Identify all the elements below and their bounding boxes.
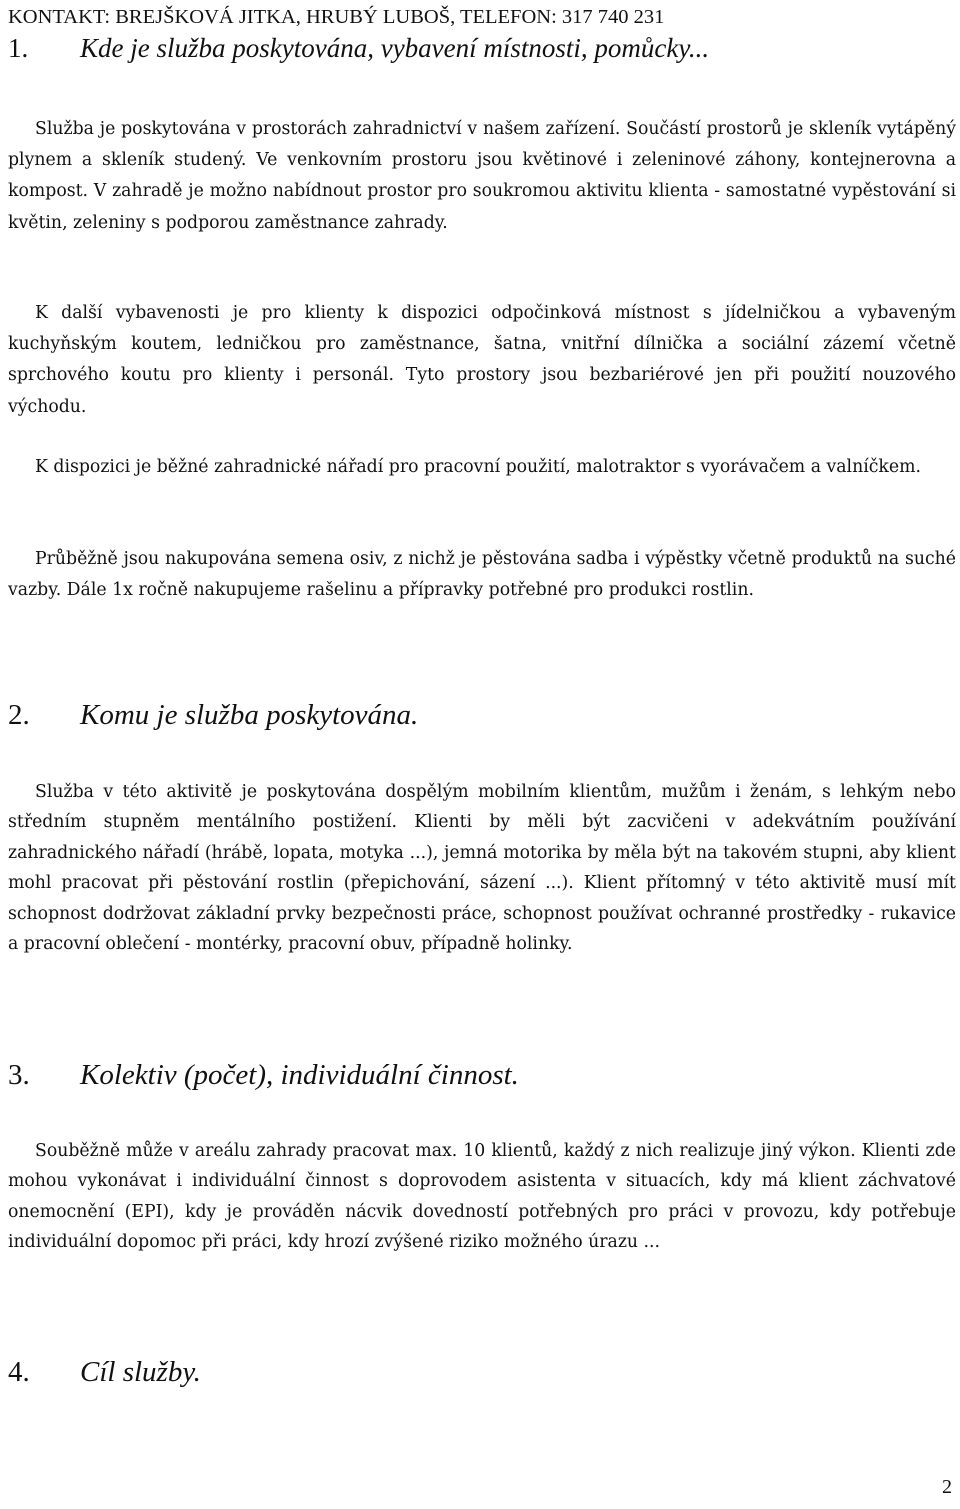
section-4-title: Cíl služby.: [80, 1356, 201, 1388]
page-number: 2: [942, 1476, 952, 1498]
section-3-title: Kolektiv (počet), individuální činnost.: [80, 1059, 519, 1091]
section-1-title: Kde je služba poskytována, vybavení místnosti, pomůcky...: [80, 33, 710, 63]
section-3-heading: [8, 1057, 948, 1093]
section-2-heading: [8, 697, 948, 733]
section-1-paragraph-2: K další vybavenosti je pro klienty k dispozici odpočinková místnost s jídelničkou a vybaveným kuchyňským koutem, ledničkou pro zaměstnance, šatna, vnitřní dílnička a sociální zázemí včetně sprchového koutu pro klienty i personál. Tyto prostory jsou bezbariérové jen při použití nouzového východu.: [8, 303, 956, 417]
section-3-number: 3.: [8, 1059, 30, 1091]
section-1-paragraph-4: Průběžně jsou nakupována semena osiv, z nichž je pěstována sadba i výpěstky včetně produktů na suché vazby. Dále 1x ročně nakupujeme rašelinu a přípravky potřebné pro produkci rostlin.: [8, 549, 956, 601]
section-1-paragraph-3: K dispozici je běžné zahradnické nářadí pro pracovní použití, malotraktor s vyorávačem a valníčkem.: [35, 457, 921, 477]
section-1-number: 1.: [8, 33, 29, 63]
section-3-paragraph: Souběžně může v areálu zahrady pracovat max. 10 klientů, každý z nich realizuje jiný výkon. Klienti zde mohou vykonávat i individuální činnost s doprovodem asistenta v situacích, kdy má klient záchvatové onemocnění (EPI), kdy je prováděn nácvik dovedností potřebných pro práci v provozu, kdy potřebuje individuální dopomoc při práci, kdy hrozí zvýšené riziko možného úrazu ...: [8, 1141, 956, 1253]
section-4-heading: [8, 1354, 948, 1390]
section-1-paragraph-1: Služba je poskytována v prostorách zahradnictví v našem zařízení. Součástí prostorů je skleník vytápěný plynem a skleník studený. Ve venkovním prostoru jsou květinové i zeleninové záhony, kontejnerovna a kompost. V zahradě je možno nabídnout prostor pro soukromou aktivitu klienta - samostatné vypěstování si květin, zeleniny s podporou zaměstnance zahrady.: [8, 119, 956, 233]
section-2-number: 2.: [8, 699, 30, 731]
contact-line: KONTAKT: BREJŠKOVÁ JITKA, HRUBÝ LUBOŠ, TELEFON: 317 740 231: [8, 6, 665, 28]
section-4-number: 4.: [8, 1356, 30, 1388]
section-2-paragraph: Služba v této aktivitě je poskytována dospělým mobilním klientům, mužům i ženám, s lehkým nebo středním stupněm mentálního postižení. Klienti by měli být zacvičeni v adekvátním používání zahradnického nářadí (hrábě, lopata, motyka ...), jemná motorika by měla být na takovém stupni, aby klient mohl pracovat při pěstování rostlin (přepichování, sázení ...). Klient přítomný v této aktivitě musí mít schopnost dodržovat základní prvky bezpečnosti práce, schopnost používat ochranné prostředky - rukavice a pracovní oblečení - montérky, pracovní obuv, případně holinky.: [8, 782, 956, 955]
section-2-title: Komu je služba poskytována.: [80, 699, 419, 731]
section-1-heading: [8, 30, 948, 66]
